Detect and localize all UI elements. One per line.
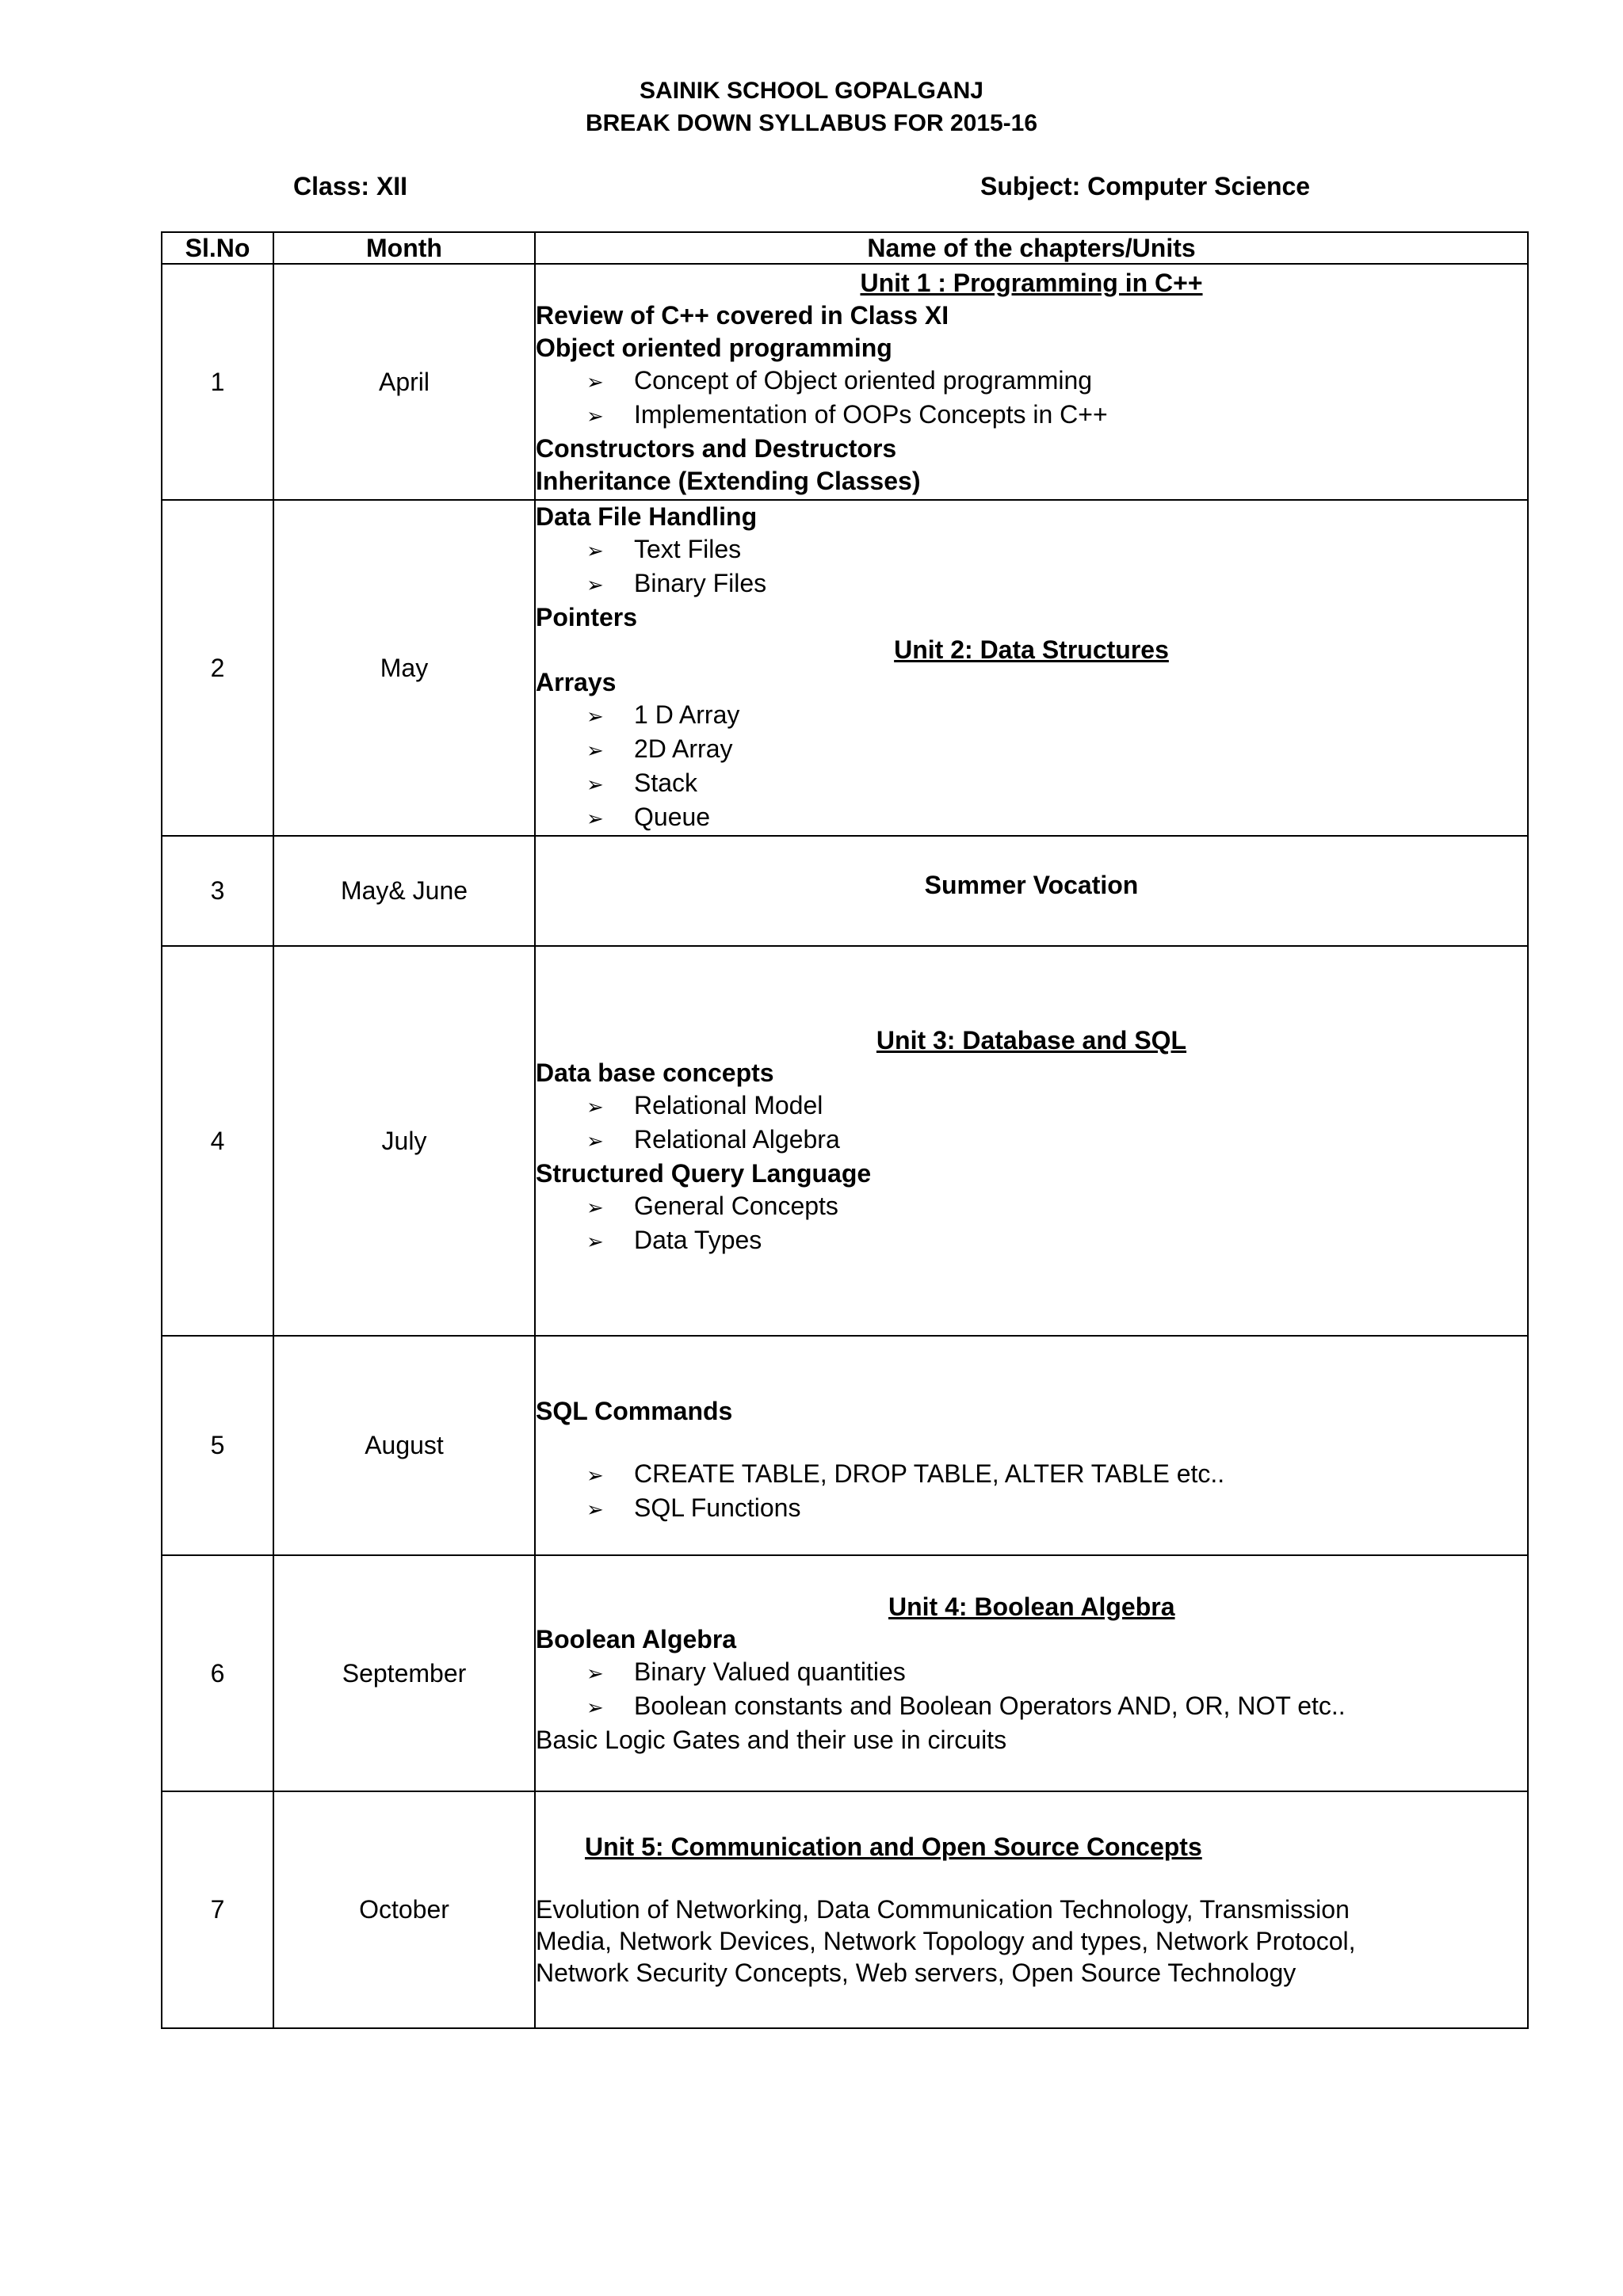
topic-item xyxy=(536,567,1527,601)
topic-text: Data Types xyxy=(634,1225,762,1254)
row-month: May& June xyxy=(273,836,535,946)
topic-text: Relational Algebra xyxy=(634,1124,840,1154)
topic-item xyxy=(536,1089,1527,1123)
table-row xyxy=(162,1791,1528,2028)
chapter-line: Boolean Algebra xyxy=(536,1624,737,1653)
topic-item xyxy=(536,364,1527,399)
topic-text: Relational Model xyxy=(634,1090,823,1119)
row-chapters xyxy=(535,1791,1528,2028)
arrowhead-bullet-icon: ➢ xyxy=(586,1195,604,1219)
arrowhead-bullet-icon: ➢ xyxy=(586,1661,604,1685)
table-row xyxy=(162,836,1528,946)
arrowhead-bullet-icon: ➢ xyxy=(586,1229,604,1253)
row-number: 2 xyxy=(162,500,273,836)
topic-item xyxy=(536,1492,1527,1526)
unit-title: Unit 1 : Programming in C++ xyxy=(860,268,1203,297)
row-month: September xyxy=(273,1555,535,1791)
unit-title: Unit 5: Communication and Open Source Concepts xyxy=(585,1833,1202,1861)
chapter-line: Structured Query Language xyxy=(536,1158,872,1188)
topic-item xyxy=(536,1690,1527,1724)
topic-text: Binary Files xyxy=(634,569,767,597)
chapter-line: Arrays xyxy=(536,668,617,696)
row-chapters xyxy=(535,946,1528,1336)
topic-item xyxy=(536,1224,1527,1258)
row-chapters xyxy=(535,836,1528,946)
topic-item xyxy=(536,399,1527,433)
topic-item xyxy=(536,1656,1527,1690)
chapter-line: Review of C++ covered in Class XI xyxy=(536,300,949,330)
arrowhead-bullet-icon: ➢ xyxy=(586,807,604,830)
chapter-line: Inheritance (Extending Classes) xyxy=(536,466,921,495)
topic-text: 2D Array xyxy=(634,734,733,763)
arrowhead-bullet-icon: ➢ xyxy=(586,1463,604,1487)
chapter-line: Constructors and Destructors xyxy=(536,433,897,463)
topic-item xyxy=(536,533,1527,567)
topic-item xyxy=(536,1123,1527,1158)
arrowhead-bullet-icon: ➢ xyxy=(586,1128,604,1153)
table-header-row xyxy=(162,232,1528,264)
row-month: August xyxy=(273,1336,535,1555)
table-row xyxy=(162,946,1528,1336)
chapter-line: Basic Logic Gates and their use in circuits xyxy=(536,1725,1007,1754)
arrowhead-bullet-icon: ➢ xyxy=(586,369,604,394)
topic-item xyxy=(536,733,1527,767)
topic-text: Implementation of OOPs Concepts in C++ xyxy=(634,399,1108,429)
school-name: SAINIK SCHOOL GOPALGANJ xyxy=(640,78,983,104)
chapter-line: Summer Vocation xyxy=(924,871,1139,899)
spacer xyxy=(536,1863,1527,1894)
unit-title: Unit 3: Database and SQL xyxy=(876,1025,1187,1055)
table-row xyxy=(162,1555,1528,1791)
row-chapters xyxy=(535,500,1528,836)
table-row xyxy=(162,1336,1528,1555)
document-title: BREAK DOWN SYLLABUS FOR 2015-16 xyxy=(585,110,1038,136)
arrowhead-bullet-icon: ➢ xyxy=(586,772,604,796)
arrowhead-bullet-icon: ➢ xyxy=(586,1497,604,1521)
row-number: 4 xyxy=(162,946,273,1336)
header-chapters: Name of the chapters/Units xyxy=(535,232,1528,264)
paragraph-line: Network Security Concepts, Web servers, Open Source Technology xyxy=(536,1958,1296,1987)
table-row xyxy=(162,500,1528,836)
header-month: Month xyxy=(273,232,535,264)
topic-item xyxy=(536,699,1527,733)
class-label: Class: XII xyxy=(293,172,408,200)
chapter-line: Object oriented programming xyxy=(536,333,892,362)
row-number: 1 xyxy=(162,264,273,500)
row-number: 5 xyxy=(162,1336,273,1555)
chapter-line: Data base concepts xyxy=(536,1058,774,1087)
topic-text: Binary Valued quantities xyxy=(634,1657,906,1686)
topic-text: 1 D Array xyxy=(634,700,740,729)
paragraph-line: Evolution of Networking, Data Communication Technology, Transmission xyxy=(536,1895,1350,1924)
topic-item xyxy=(536,801,1527,835)
arrowhead-bullet-icon: ➢ xyxy=(586,539,604,563)
unit-title: Unit 4: Boolean Algebra xyxy=(888,1592,1175,1621)
topic-text: Text Files xyxy=(634,535,742,563)
arrowhead-bullet-icon: ➢ xyxy=(586,738,604,762)
row-month: October xyxy=(273,1791,535,2028)
row-chapters xyxy=(535,264,1528,500)
table-row xyxy=(162,264,1528,500)
row-month: April xyxy=(273,264,535,500)
row-number: 6 xyxy=(162,1555,273,1791)
topic-text: Stack xyxy=(634,769,698,797)
topic-text: CREATE TABLE, DROP TABLE, ALTER TABLE etc.. xyxy=(634,1459,1225,1488)
header-slno: Sl.No xyxy=(162,232,273,264)
topic-item xyxy=(536,767,1527,801)
topic-text: Queue xyxy=(634,803,711,831)
topic-text: SQL Functions xyxy=(634,1493,801,1522)
topic-item xyxy=(536,1458,1527,1492)
topic-item xyxy=(536,1190,1527,1224)
row-chapters xyxy=(535,1336,1528,1555)
topic-text: Concept of Object oriented programming xyxy=(634,365,1093,395)
paragraph-line: Media, Network Devices, Network Topology and types, Network Protocol, xyxy=(536,1927,1356,1955)
spacer xyxy=(536,1428,1527,1458)
topic-text: General Concepts xyxy=(634,1191,838,1220)
row-number: 3 xyxy=(162,836,273,946)
topic-text: Boolean constants and Boolean Operators AND, OR, NOT etc.. xyxy=(634,1691,1346,1720)
arrowhead-bullet-icon: ➢ xyxy=(586,403,604,428)
syllabus-table xyxy=(161,231,1529,2029)
subject-label: Subject: Computer Science xyxy=(980,172,1311,200)
row-chapters xyxy=(535,1555,1528,1791)
chapter-line: Data File Handling xyxy=(536,502,758,531)
arrowhead-bullet-icon: ➢ xyxy=(586,1094,604,1119)
arrowhead-bullet-icon: ➢ xyxy=(586,1695,604,1719)
row-month: July xyxy=(273,946,535,1336)
chapter-line: Pointers xyxy=(536,603,638,631)
row-month: May xyxy=(273,500,535,836)
chapter-line: SQL Commands xyxy=(536,1397,733,1425)
arrowhead-bullet-icon: ➢ xyxy=(586,704,604,728)
unit-title: Unit 2: Data Structures xyxy=(894,635,1169,664)
arrowhead-bullet-icon: ➢ xyxy=(586,573,604,597)
row-number: 7 xyxy=(162,1791,273,2028)
